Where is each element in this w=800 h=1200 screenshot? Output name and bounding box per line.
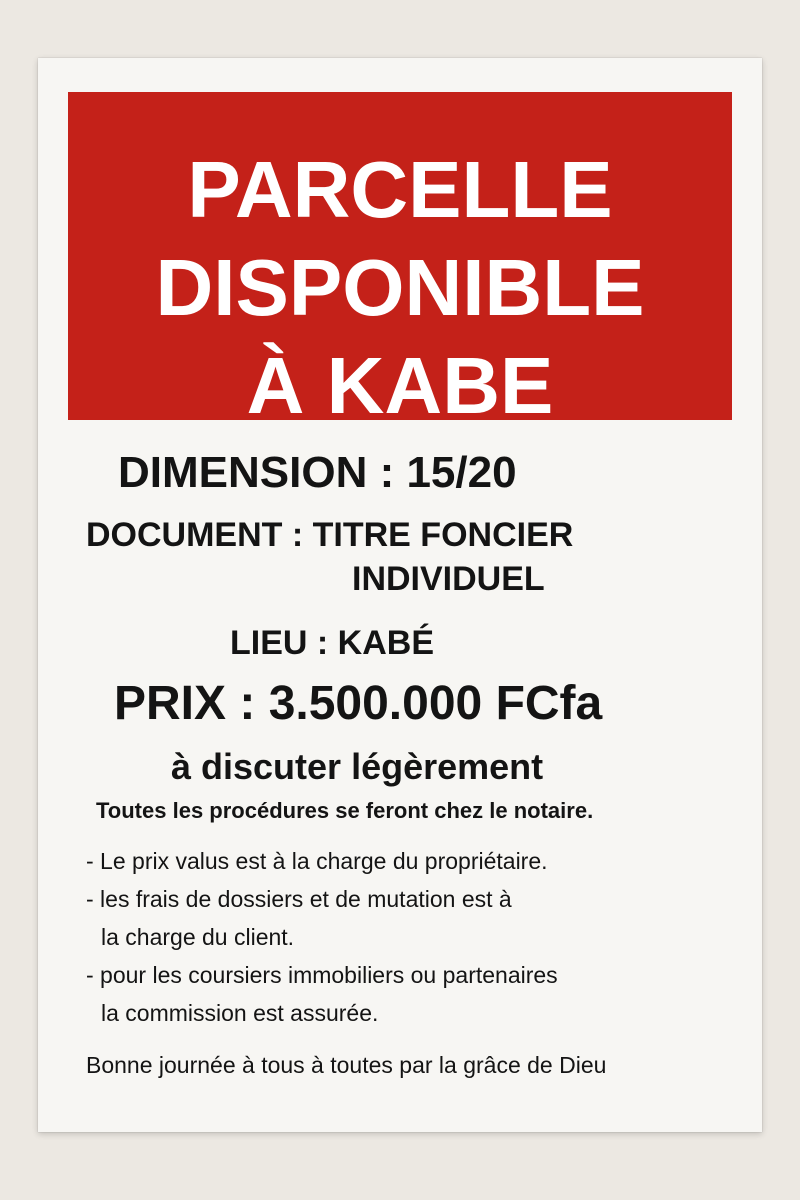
banner-title-line-3: À KABE	[246, 341, 554, 430]
banner-title-line-1: PARCELLE	[187, 145, 613, 234]
condition-item-client-fees: - les frais de dossiers et de mutation est à	[86, 886, 512, 912]
location-text: LIEU : KABÉ	[230, 624, 434, 662]
condition-item-commission-continuation: la commission est assurée.	[101, 1000, 379, 1026]
condition-item-client-fees-continuation: la charge du client.	[101, 924, 295, 950]
closing-greeting: Bonne journée à tous à toutes par la grâce de Dieu	[86, 1052, 607, 1078]
condition-item-owner-fee: - Le prix valus est à la charge du propriétaire.	[86, 848, 548, 874]
document-text-line-1: DOCUMENT : TITRE FONCIER	[86, 516, 574, 554]
document-text-line-2: INDIVIDUEL	[352, 560, 545, 598]
banner-title-line-2: DISPONIBLE	[155, 243, 645, 332]
title-banner	[68, 92, 732, 430]
price-text: PRIX : 3.500.000 FCfa	[114, 677, 603, 730]
condition-item-commission: - pour les coursiers immobiliers ou partenaires	[86, 962, 558, 988]
dimension-text: DIMENSION : 15/20	[118, 448, 517, 497]
notary-note: Toutes les procédures se feront chez le notaire.	[96, 798, 594, 823]
price-negotiable-note: à discuter légèrement	[171, 746, 544, 787]
poster-sheet	[38, 58, 762, 1132]
